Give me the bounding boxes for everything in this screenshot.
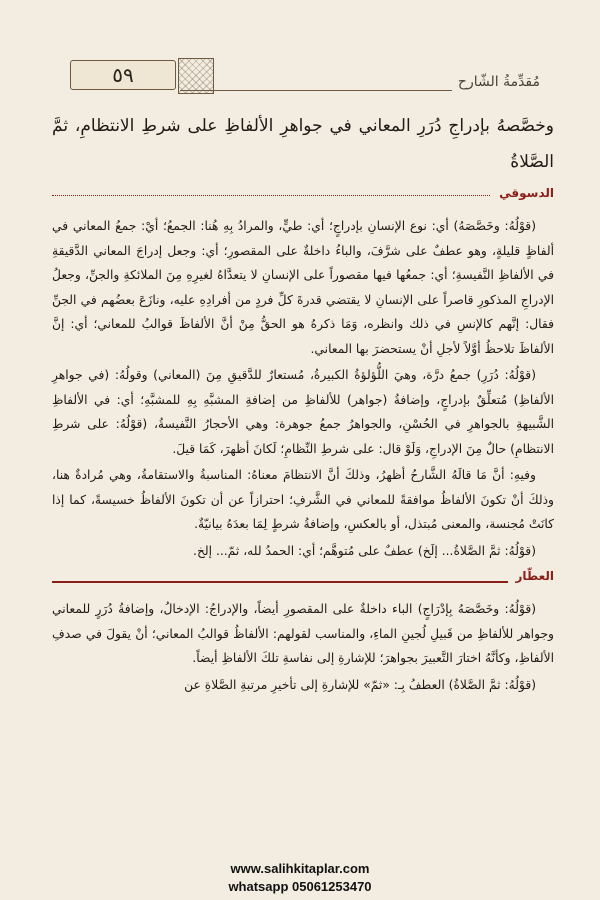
section-header-dasuqi: [52, 186, 554, 212]
commentary-paragraph: (قوْلُهُ: وخَصَّصَهُ) أي: نوع الإنسانِ بإدراجٍ؛ أي: طيٍّ، والمرادُ بِهِ هُنا: الجمعُ؛ أيْ: جمعُ المعاني في ألفاظٍ قليلةٍ، وهو عطفٌ على شرَّفَ، والباءُ داخلةٌ على المقصورِ؛ أي: وجعل إدراجَ المعاني الدَّقيقةِ في الألفاظِ النَّفيسةِ؛ أي: جمعُها فيها مقصوراً على الإنسانِ لا يتعدَّاهُ لغيرِهِ مِنَ الملائكةِ والجنِّ، وجعلُ الإدراجِ المذكورِ قاصراً على الإنسانِ لا يقتضي قدرةَ كلِّ فردٍ من أفرادِهِ عليه، ونازَعَ بعضُهم في الجنِّ فقال: إنَّهم كالإنسِ في ذلك وانظره، وَمَا ذكرهُ هو الحقُّ مِنْ أنَّ الألفاظَ قوالبُ للمعاني؛ أي: إنَّ الألفاظَ تلاحظُ أوَّلاً لأجلِ أنْ يستحضرَ بها المعاني.: [52, 219, 554, 356]
commentary-paragraph: (قوْلُهُ: وخَصَّصَهُ بِإدْرَاجٍ) الباء داخلةٌ على المقصورِ أيضاً، والإدراجُ: الإدخالُ، وإضافةُ دُرَرٍ للمعاني وجواهر للألفاظِ من قَبيلِ لُجينِ الماءِ، والمناسب لقولهم: الألفاظُ قوالبُ المعاني؛ أنْ يقولَ في صدفِ الألفاظِ، وكأنَّهُ اختارَ التَّعبيرَ بجواهرَ؛ للإشارةِ إلى نفاسةِ تلكَ الألفاظِ أيضاً.: [52, 602, 554, 665]
commentary-paragraph: (قوْلُهُ: ثمَّ الصَّلاةُ... إلَخ) عطفٌ على مُتوهَّم؛ أي: الحمدُ لله، ثمّ... إلخ.: [193, 543, 536, 558]
section-header-attar: [52, 569, 554, 595]
ornament-icon: [178, 58, 214, 94]
commentary-paragraph: (قوْلُهُ: ثمَّ الصَّلاةُ) العطفُ بِـ: «ثمّ» للإشارةِ إلى تأخيرِ مرتبةِ الصَّلاةِ عن: [184, 677, 536, 692]
page-number: ٥٩: [70, 60, 176, 90]
main-text: وخصَّصهُ بإدراجِ دُرَرِ المعاني في جواهرِ الألفاظِ على شرطِ الانتظامِ، ثمَّ الصَّلاةُ: [52, 116, 554, 172]
section-divider: [52, 581, 554, 583]
section-label: الدسوقي: [491, 186, 554, 200]
page-header: [60, 58, 540, 98]
commentary-paragraph: وفيهِ: أنَّ مَا قالَهُ الشَّارحُ أظهرُ، وذلكَ أنَّ الانتظامَ معناهُ: المناسبةُ والاستقامةُ، وهي مُرادةٌ هنا، وذلكَ أنْ تكونَ الألفاظُ موافقةً للمعاني في الشَّرفِ؛ احترازاً عن أن تكونَ الألفاظُ خسيسةً، كما إذا كانَتْ مُجنسة، والمعنى مُبتذل، أو بالعكسِ، وإضافةُ شرطٍ لِمَا بعدَهُ بيانيّةٌ.: [52, 468, 554, 531]
footer-watermark: [0, 860, 600, 896]
commentary-paragraph: (قوْلُهُ: دُرَرِ) جمعُ درَّة، وهيَ اللُّؤلؤةُ الكبيرةُ، مُستعارٌ للدَّقيقِ مِنَ (المعاني) وقولُهُ: (في جواهرِ الألفاظِ) مُتعلِّقٌ بإدراجٍ، وإضافةُ (جواهر) للألفاظِ من إضافةِ المشبَّهِ بِهِ للمشبَّهِ؛ أي: في الألفاظِ الشَّبيهةِ بالجواهرِ في الحُسْنِ، والجواهرُ جمعُ جوهرة: وهي الأحجارُ النَّفيسةُ، (قوْلُهُ: على شرطِ الانتظامِ) حالٌ مِنَ الإدراجِ، وَلَوْ قال: على شرطِ النِّظامِ؛ لَكانَ أظهرَ، كَمَا قيلَ.: [52, 368, 554, 456]
running-title: مُقدِّمةُ الشّارح: [457, 74, 540, 90]
section-label: العطّار: [508, 569, 555, 583]
whatsapp-contact: whatsapp 05061253470: [228, 879, 372, 894]
section-divider: [52, 195, 554, 196]
header-divider: [180, 90, 452, 91]
page-content: [52, 108, 554, 699]
website-link[interactable]: www.salihkitaplar.com: [230, 861, 370, 876]
